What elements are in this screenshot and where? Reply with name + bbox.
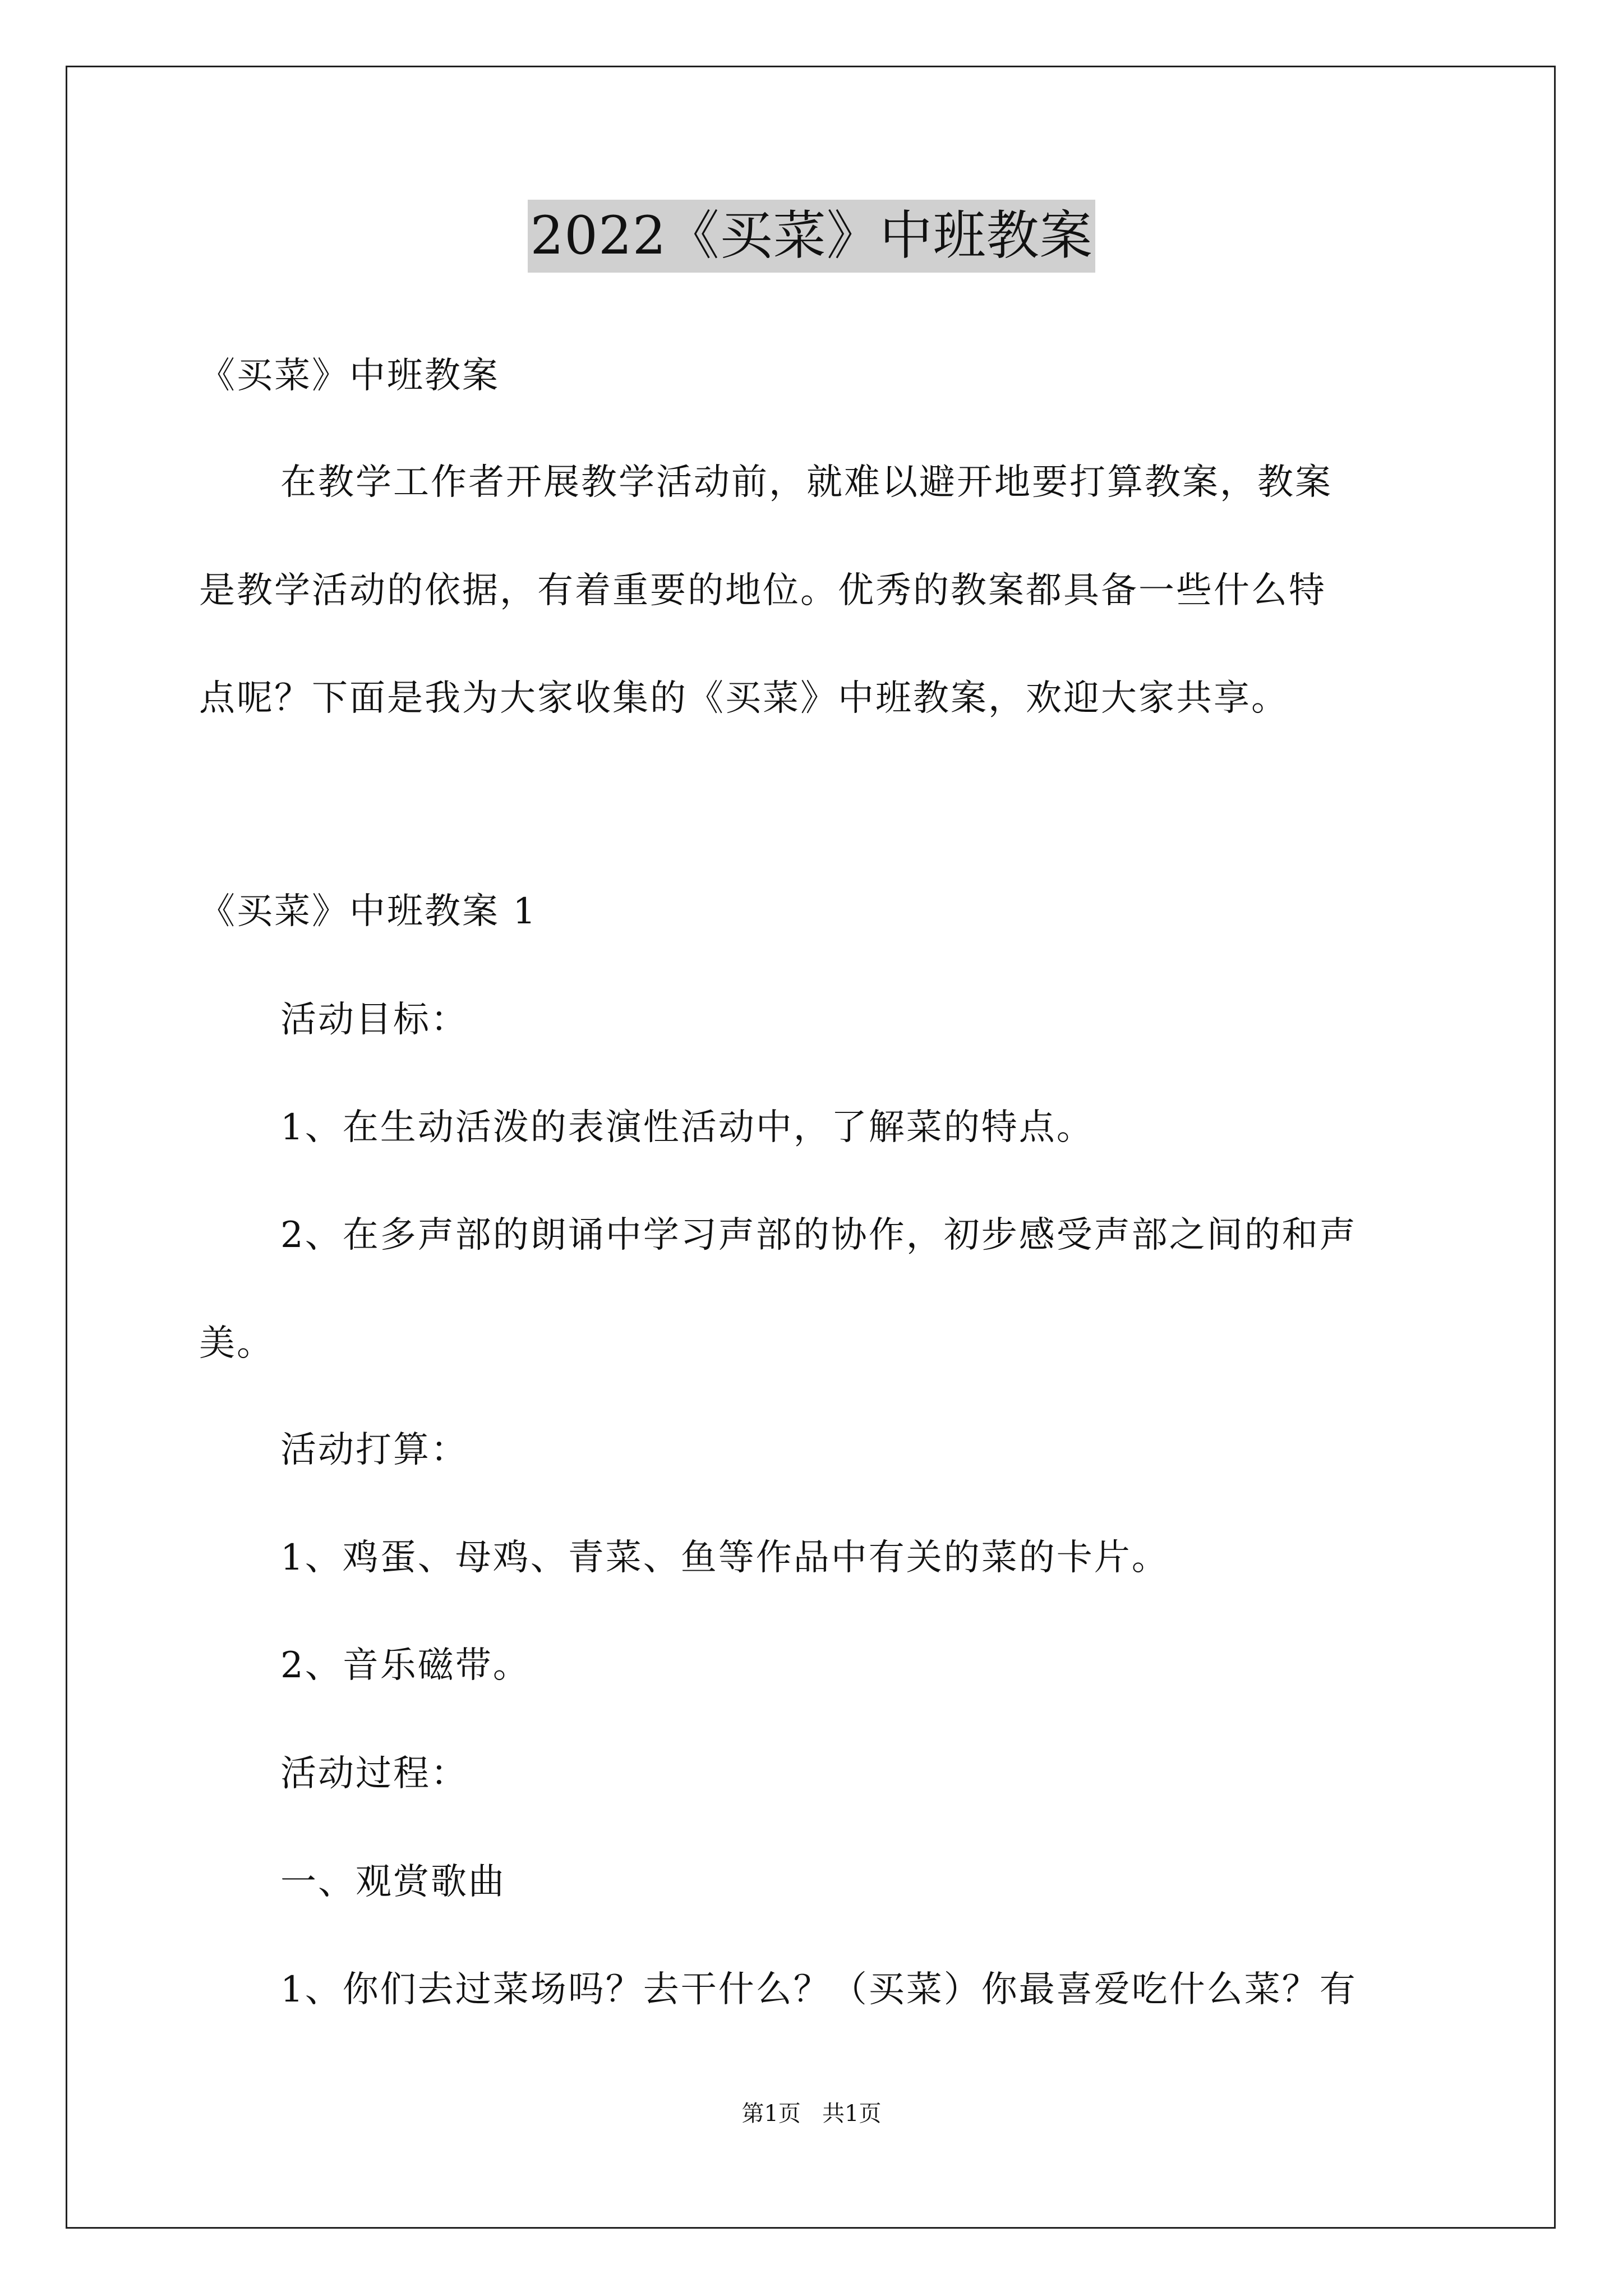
paragraph-line: 点呢？下面是我为大家收集的《买菜》中班教案，欢迎大家共享。 — [199, 678, 1289, 719]
paragraph-line: 活动过程： — [280, 1753, 468, 1795]
paragraph-line: 是教学活动的依据，有着重要的地位。优秀的教案都具备一些什么特 — [199, 570, 1326, 611]
section-heading: 《买菜》中班教案 1 — [199, 891, 538, 932]
paragraph-line: 活动目标： — [280, 999, 468, 1041]
document-title: 2022《买菜》中班教案 — [528, 200, 1095, 273]
paragraph-line: 一、观赏歌曲 — [280, 1861, 506, 1903]
subtitle-line: 《买菜》中班教案 — [199, 355, 500, 397]
paragraph-line: 2、在多声部的朗诵中学习声部的协作，初步感受声部之间的和声 — [280, 1214, 1357, 1256]
paragraph-line: 活动打算： — [280, 1429, 468, 1471]
title-container — [0, 200, 1623, 273]
paragraph-line: 1、你们去过菜场吗？去干什么？（买菜）你最喜爱吃什么菜？有 — [280, 1969, 1357, 2010]
page-footer: 第1页 共1页 — [741, 2101, 882, 2127]
paragraph-line: 美。 — [199, 1323, 274, 1364]
paragraph-line: 2、音乐磁带。 — [280, 1645, 531, 1686]
paragraph-line: 1、在生动活泼的表演性活动中，了解菜的特点。 — [280, 1107, 1094, 1148]
paragraph-line: 在教学工作者开展教学活动前，就难以避开地要打算教案，教案 — [280, 462, 1332, 503]
paragraph-line: 1、鸡蛋、母鸡、青菜、鱼等作品中有关的菜的卡片。 — [280, 1537, 1169, 1579]
